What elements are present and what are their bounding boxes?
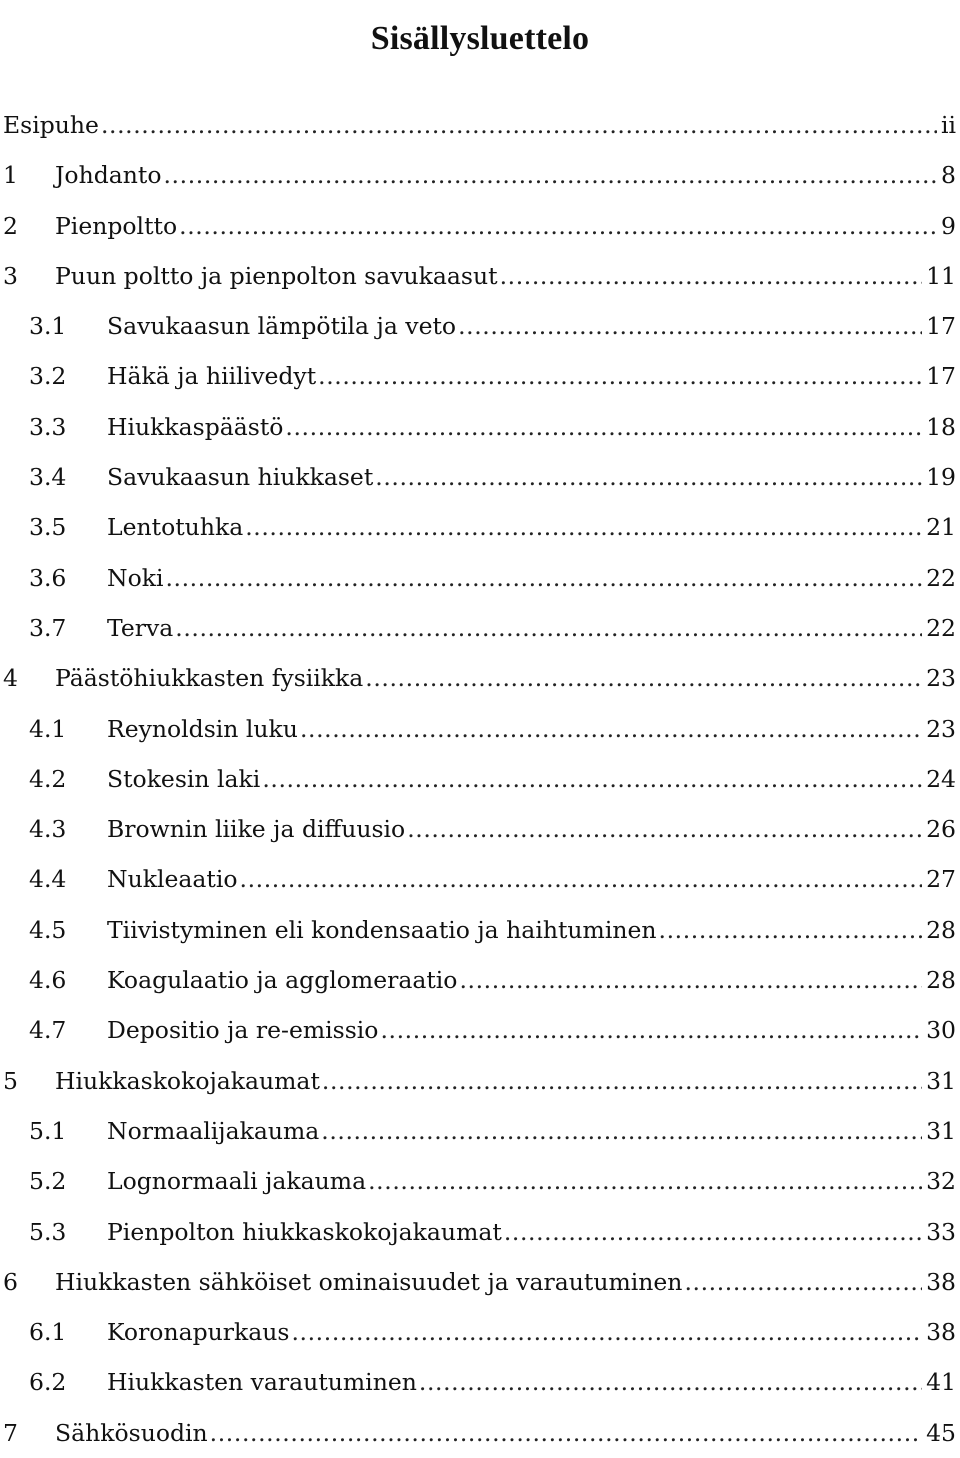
toc-entry-title: Tiivistyminen eli kondensaatio ja haihtuminen	[107, 915, 657, 944]
toc-entry[interactable]	[3, 100, 956, 150]
toc-entry-title: Päästöhiukkasten fysiikka	[55, 664, 364, 693]
toc-dot-leader	[240, 854, 923, 904]
toc-entry-number: 3.1	[29, 312, 67, 341]
table-of-contents	[3, 100, 956, 1458]
toc-dot-leader	[459, 955, 922, 1005]
toc-entry-number: 4.2	[29, 764, 67, 793]
toc-dot-leader	[659, 905, 923, 955]
toc-entry-page-number: 18	[926, 412, 956, 441]
toc-entry-page-number: 45	[926, 1418, 956, 1447]
toc-entry[interactable]	[3, 1207, 956, 1257]
toc-entry[interactable]	[3, 1357, 956, 1407]
toc-entry-page-number: 33	[926, 1217, 956, 1246]
toc-entry-page-number: 9	[941, 211, 956, 240]
toc-entry[interactable]	[3, 351, 956, 401]
toc-entry-page-number: 30	[926, 1016, 956, 1045]
toc-dot-leader	[285, 402, 922, 452]
toc-entry-number: 6	[3, 1267, 18, 1296]
toc-entry-title: Stokesin laki	[107, 764, 261, 793]
toc-entry-number: 5.3	[29, 1217, 67, 1246]
toc-entry-title: Savukaasun lämpötila ja veto	[107, 312, 457, 341]
toc-entry-title: Brownin liike ja diffuusio	[107, 815, 406, 844]
toc-entry[interactable]	[3, 1056, 956, 1106]
toc-dot-leader	[291, 1307, 922, 1357]
toc-entry-title: Häkä ja hiilivedyt	[107, 362, 317, 391]
toc-entry-page-number: 28	[926, 966, 956, 995]
toc-entry-title: Nukleaatio	[107, 865, 238, 894]
toc-entry-page-number: 23	[926, 664, 956, 693]
toc-entry-number: 3	[3, 261, 18, 290]
toc-entry-number: 4.1	[29, 714, 67, 743]
toc-entry[interactable]	[3, 854, 956, 904]
toc-entry-page-number: 24	[926, 764, 956, 793]
toc-dot-leader	[365, 653, 922, 703]
toc-dot-leader	[318, 351, 922, 401]
toc-dot-leader	[407, 804, 922, 854]
toc-entry[interactable]	[3, 754, 956, 804]
toc-entry-title: Esipuhe	[3, 111, 99, 139]
toc-dot-leader	[684, 1257, 922, 1307]
toc-entry[interactable]	[3, 553, 956, 603]
toc-entry-page-number: 26	[926, 815, 956, 844]
toc-entry-number: 6.1	[29, 1318, 67, 1347]
toc-dot-leader	[375, 452, 922, 502]
toc-entry[interactable]	[3, 1005, 956, 1055]
toc-entry-number: 5	[3, 1066, 18, 1095]
toc-entry-page-number: 17	[926, 362, 956, 391]
toc-entry-title: Puun poltto ja pienpolton savukaasut	[55, 261, 498, 290]
toc-entry-number: 2	[3, 211, 18, 240]
toc-entry[interactable]	[3, 704, 956, 754]
toc-entry-page-number: 19	[926, 463, 956, 492]
toc-entry-number: 3.4	[29, 463, 67, 492]
page-title: Sisällysluettelo	[370, 19, 590, 57]
toc-entry-number: 3.6	[29, 563, 67, 592]
toc-entry-title: Pienpoltto	[55, 211, 178, 240]
toc-entry-number: 4.7	[29, 1016, 67, 1045]
toc-dot-leader	[322, 1056, 922, 1106]
toc-entry-page-number: 22	[926, 563, 956, 592]
toc-entry-page-number: 11	[926, 261, 956, 290]
toc-entry-page-number: 21	[926, 513, 956, 542]
toc-entry[interactable]	[3, 603, 956, 653]
toc-entry-title: Reynoldsin luku	[107, 714, 298, 743]
toc-entry-page-number: 32	[926, 1167, 956, 1196]
toc-entry-page-number: 31	[926, 1116, 956, 1145]
toc-dot-leader	[179, 201, 937, 251]
toc-entry-number: 3.5	[29, 513, 67, 542]
toc-entry-title: Hiukkasten sähköiset ominaisuudet ja varautuminen	[55, 1267, 683, 1296]
toc-entry[interactable]	[3, 402, 956, 452]
toc-dot-leader	[380, 1005, 922, 1055]
toc-entry-page-number: 23	[926, 714, 956, 743]
toc-dot-leader	[500, 251, 923, 301]
toc-entry-page-number: 38	[926, 1267, 956, 1296]
toc-entry-title: Savukaasun hiukkaset	[107, 463, 374, 492]
toc-entry-page-number: 41	[926, 1368, 956, 1397]
toc-entry[interactable]	[3, 201, 956, 251]
toc-entry-title: Pienpolton hiukkaskokojakaumat	[107, 1217, 502, 1246]
toc-entry[interactable]	[3, 955, 956, 1005]
toc-entry-number: 4.6	[29, 966, 67, 995]
toc-entry-title: Johdanto	[55, 161, 162, 190]
toc-dot-leader	[419, 1357, 922, 1407]
toc-entry-page-number: 17	[926, 312, 956, 341]
toc-entry-title: Lognormaali jakauma	[107, 1167, 367, 1196]
toc-entry-title: Lentotuhka	[107, 513, 244, 542]
toc-entry-title: Hiukkasten varautuminen	[107, 1368, 417, 1397]
toc-entry-number: 6.2	[29, 1368, 67, 1397]
toc-entry[interactable]	[3, 653, 956, 703]
toc-dot-leader	[165, 553, 922, 603]
toc-entry-page-number: 8	[941, 161, 956, 190]
toc-entry-number: 5.1	[29, 1116, 67, 1145]
toc-dot-leader	[321, 1106, 922, 1156]
toc-dot-leader	[101, 100, 937, 150]
toc-dot-leader	[300, 704, 922, 754]
toc-dot-leader	[210, 1408, 922, 1458]
toc-entry[interactable]	[3, 452, 956, 502]
toc-entry-number: 4.4	[29, 865, 67, 894]
toc-entry-page-number: 38	[926, 1318, 956, 1347]
toc-entry-number: 4	[3, 664, 18, 693]
toc-entry-title: Koagulaatio ja agglomeraatio	[107, 966, 458, 995]
toc-entry-page-number: 22	[926, 613, 956, 642]
toc-entry[interactable]	[3, 150, 956, 200]
toc-entry-title: Normaalijakauma	[107, 1116, 320, 1145]
toc-entry[interactable]	[3, 1156, 956, 1206]
toc-entry-title: Sähkösuodin	[55, 1418, 208, 1447]
toc-entry-title: Noki	[107, 563, 164, 592]
toc-entry-page-number: 28	[926, 915, 956, 944]
toc-entry-page-number: 27	[926, 865, 956, 894]
toc-entry-number: 5.2	[29, 1167, 67, 1196]
toc-entry-page-number: ii	[940, 111, 956, 139]
toc-entry-number: 4.3	[29, 815, 67, 844]
toc-entry[interactable]	[3, 1257, 956, 1307]
toc-dot-leader	[458, 301, 922, 351]
toc-entry-number: 7	[3, 1418, 18, 1447]
toc-entry-title: Hiukkaskokojakaumat	[55, 1066, 320, 1095]
toc-entry[interactable]	[3, 1408, 956, 1458]
toc-entry-title: Hiukkaspäästö	[107, 412, 284, 441]
toc-dot-leader	[262, 754, 922, 804]
toc-entry-number: 1	[3, 161, 18, 190]
toc-entry[interactable]	[3, 905, 956, 955]
toc-entry-number: 3.2	[29, 362, 67, 391]
toc-entry[interactable]	[3, 1106, 956, 1156]
toc-entry[interactable]	[3, 251, 956, 301]
toc-dot-leader	[504, 1207, 922, 1257]
toc-entry[interactable]	[3, 502, 956, 552]
toc-entry-number: 3.7	[29, 613, 67, 642]
toc-entry-page-number: 31	[926, 1066, 956, 1095]
toc-entry[interactable]	[3, 301, 956, 351]
toc-entry[interactable]	[3, 1307, 956, 1357]
toc-dot-leader	[368, 1156, 922, 1206]
toc-dot-leader	[163, 150, 937, 200]
toc-entry-title: Terva	[107, 613, 174, 642]
toc-entry-number: 3.3	[29, 412, 67, 441]
toc-entry[interactable]	[3, 804, 956, 854]
toc-entry-title: Depositio ja re-emissio	[107, 1016, 379, 1045]
toc-entry-number: 4.5	[29, 915, 67, 944]
toc-dot-leader	[245, 502, 922, 552]
toc-entry-title: Koronapurkaus	[107, 1318, 290, 1347]
toc-dot-leader	[175, 603, 922, 653]
